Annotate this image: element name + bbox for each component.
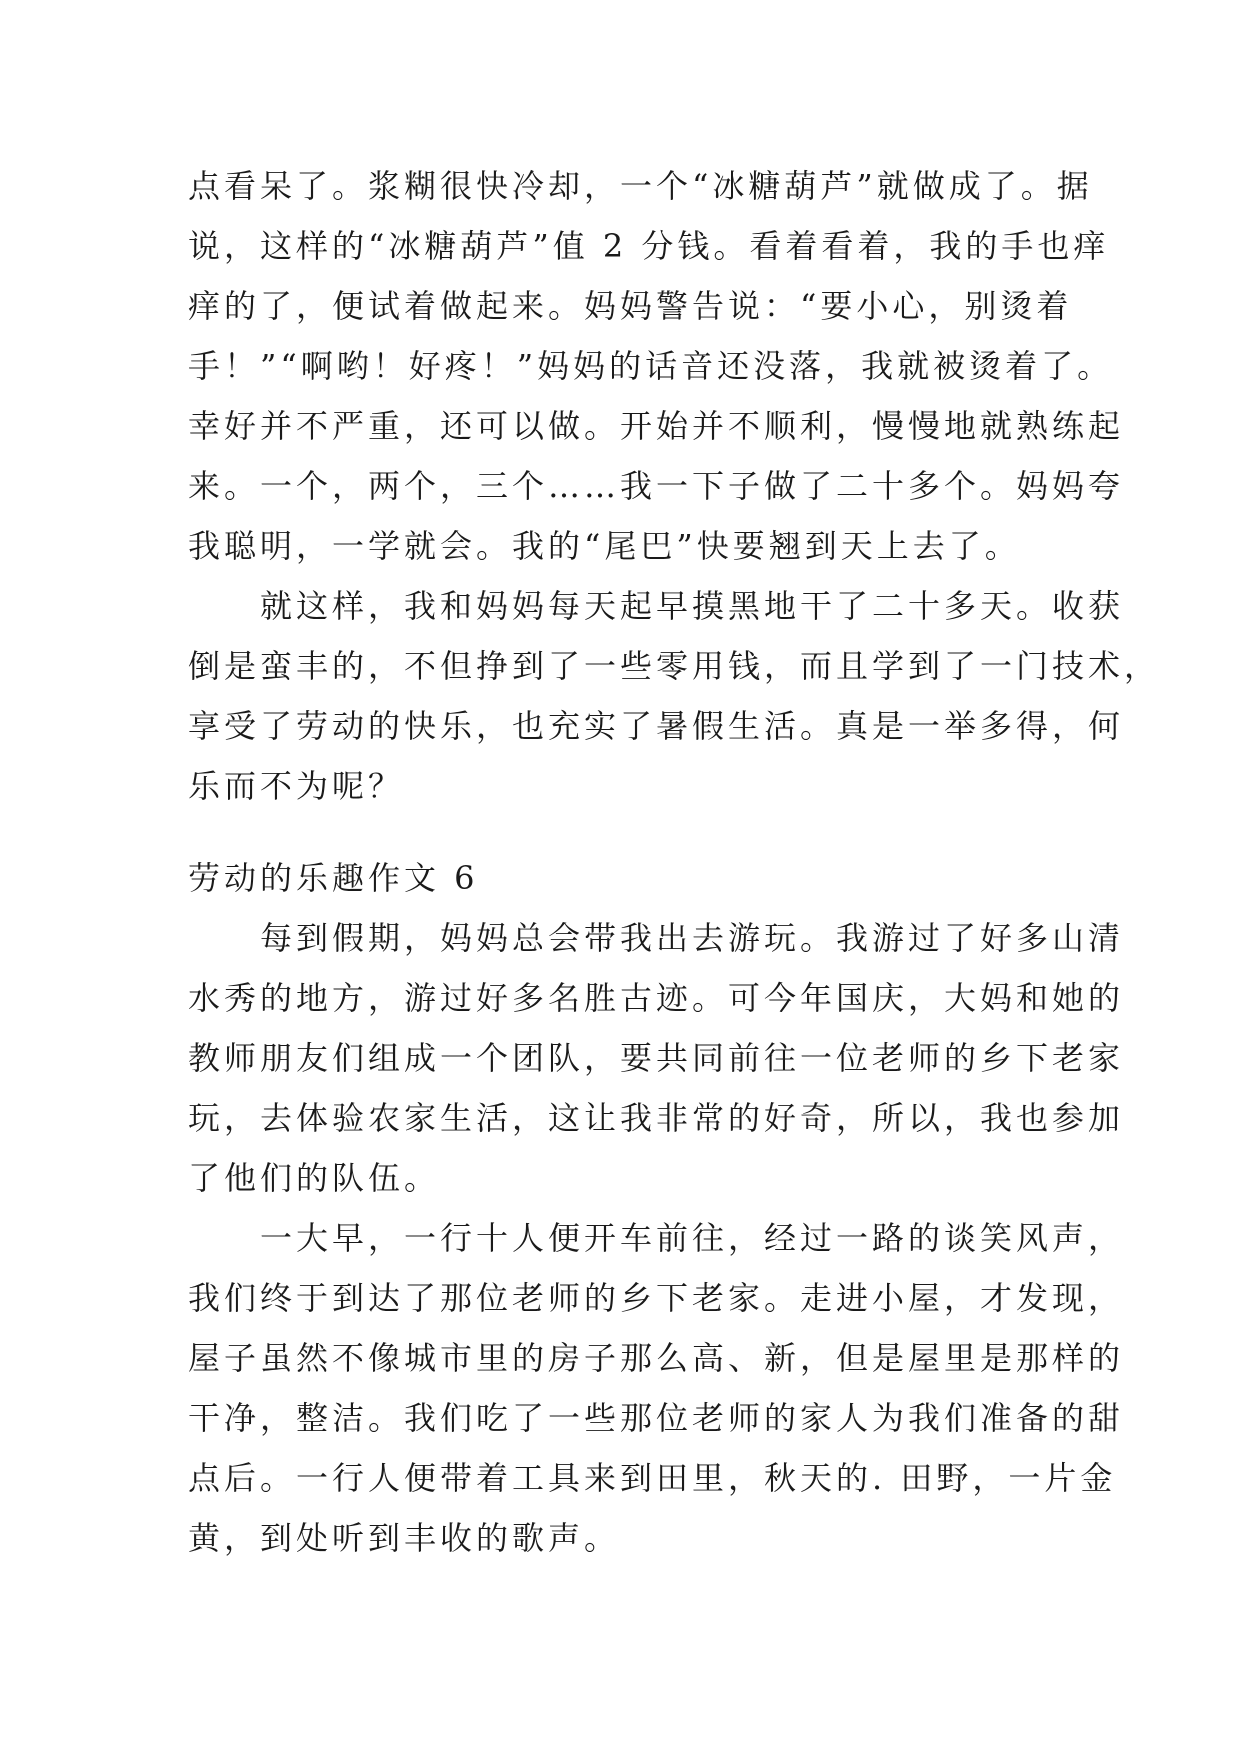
text-line: 我们终于到达了那位老师的乡下老家。走进小屋，才发现， [188,1279,1125,1317]
text-line: 每到假期，妈妈总会带我出去游玩。我游过了好多山清 [260,919,1125,957]
text-line: 就这样，我和妈妈每天起早摸黑地干了二十多天。收获 [260,587,1125,625]
text-line: 水秀的地方，游过好多名胜古迹。可今年国庆，大妈和她的 [188,979,1125,1017]
text-line: 说，这样的“冰糖葫芦”值 2 分钱。看着看着，我的手也痒 [188,227,1110,265]
text-line: 干净，整洁。我们吃了一些那位老师的家人为我们准备的甜 [188,1399,1125,1437]
text-line: 痒的了，便试着做起来。妈妈警告说：“要小心，别烫着 [188,287,1073,325]
text-line: 屋子虽然不像城市里的房子那么高、新，但是屋里是那样的 [188,1339,1125,1377]
text-line: 玩，去体验农家生活，这让我非常的好奇，所以，我也参加 [188,1099,1125,1137]
text-line: 黄，到处听到丰收的歌声。 [188,1519,621,1557]
text-line: 点后。一行人便带着工具来到田里，秋天的. 田野，一片金 [188,1459,1117,1497]
text-line: 了他们的队伍。 [188,1159,441,1197]
text-line: 享受了劳动的快乐，也充实了暑假生活。真是一举多得，何 [188,707,1125,745]
text-line: 点看呆了。浆糊很快冷却，一个“冰糖葫芦”就做成了。据 [188,167,1093,205]
text-line: 一大早，一行十人便开车前往，经过一路的谈笑风声， [260,1219,1125,1257]
essay-section-2 [188,848,1125,1568]
text-line: 倒是蛮丰的，不但挣到了一些零用钱，而且学到了一门技术， [188,647,1161,685]
paragraph [188,1208,1125,1568]
text-line: 幸好并不严重，还可以做。开始并不顺利，慢慢地就熟练起 [188,407,1125,445]
text-line: 来。一个，两个，三个……我一下子做了二十多个。妈妈夸 [188,467,1125,505]
paragraph [188,908,1125,1208]
text-line: 乐而不为呢？ [188,767,405,805]
paragraph [188,576,1161,816]
text-line: 手！”“啊哟！好疼！”妈妈的话音还没落，我就被烫着了。 [188,347,1114,385]
section-title: 劳动的乐趣作文 6 [188,859,479,897]
paragraph [188,156,1125,576]
text-line: 我聪明，一学就会。我的“尾巴”快要翘到天上去了。 [188,527,1021,565]
essay-section-1 [188,156,1161,816]
text-line: 教师朋友们组成一个团队，要共同前往一位老师的乡下老家 [188,1039,1125,1077]
